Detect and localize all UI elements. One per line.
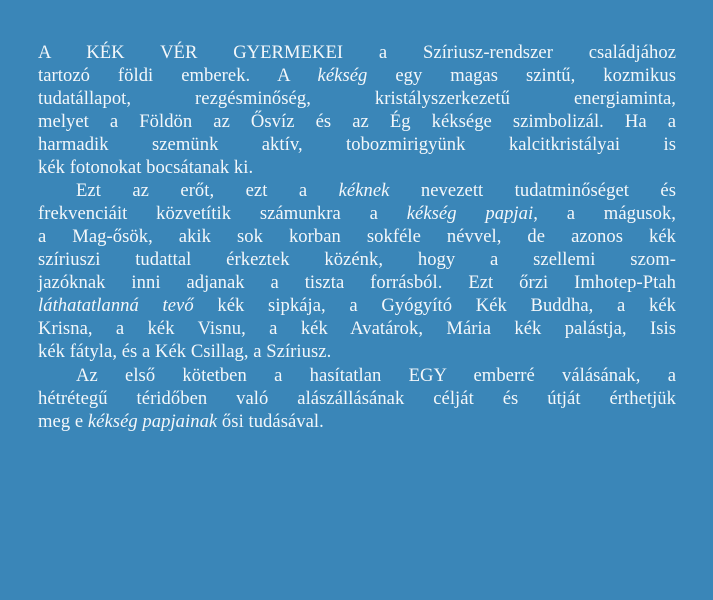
text-line: meg e kékség papjainak ősi tudásával. [38, 410, 324, 432]
text-line: hétrétegű téridőben való alászállásának célját és útját érthetjük [38, 387, 676, 409]
text-line: tudatállapot, rezgésminőség, kristályszerkezetű energiaminta, [38, 87, 676, 109]
paragraph-2 [38, 180, 676, 363]
text-line: A KÉK VÉR GYERMEKEI a Szíriusz-rendszer családjához [38, 42, 676, 63]
text-line: jazóknak inni adjanak a tiszta forrásból. Ezt őrzi Imhotep-Ptah [38, 272, 676, 294]
text-line: Krisna, a kék Visnu, a kék Avatárok, Mária kék palástja, Isis [38, 317, 676, 339]
text-line: melyet a Földön az Ősvíz és az Ég kéksége szimbolizál. Ha a [38, 110, 676, 132]
text-line: kék fotonokat bocsátanak ki. [38, 156, 254, 178]
paragraph-1 [38, 42, 676, 179]
paragraph-3 [38, 365, 676, 434]
text-line: kék fátyla, és a Kék Csillag, a Szíriusz. [38, 340, 332, 362]
text-line: frekvenciáit közvetítik számunkra a kékség papjai, a mágusok, [38, 203, 676, 225]
text-line: Ezt az erőt, ezt a kéknek nevezett tudatminőséget és [76, 180, 676, 202]
text-line: harmadik szemünk aktív, tobozmirigyünk kalcitkristályai is [38, 133, 676, 155]
text-line: tartozó földi emberek. A kékség egy magas szintű, kozmikus [38, 64, 676, 86]
text-line: láthatatlanná tevő kék sipkája, a Gyógyító Kék Buddha, a kék [38, 294, 676, 316]
text-line: szíriuszi tudattal érkeztek közénk, hogy a szellemi szom- [38, 249, 676, 271]
text-line: a Mag-ősök, akik sok korban sokféle névvel, de azonos kék [38, 226, 676, 248]
text-line: Az első kötetben a hasítatlan EGY emberré válásának, a [76, 364, 676, 386]
